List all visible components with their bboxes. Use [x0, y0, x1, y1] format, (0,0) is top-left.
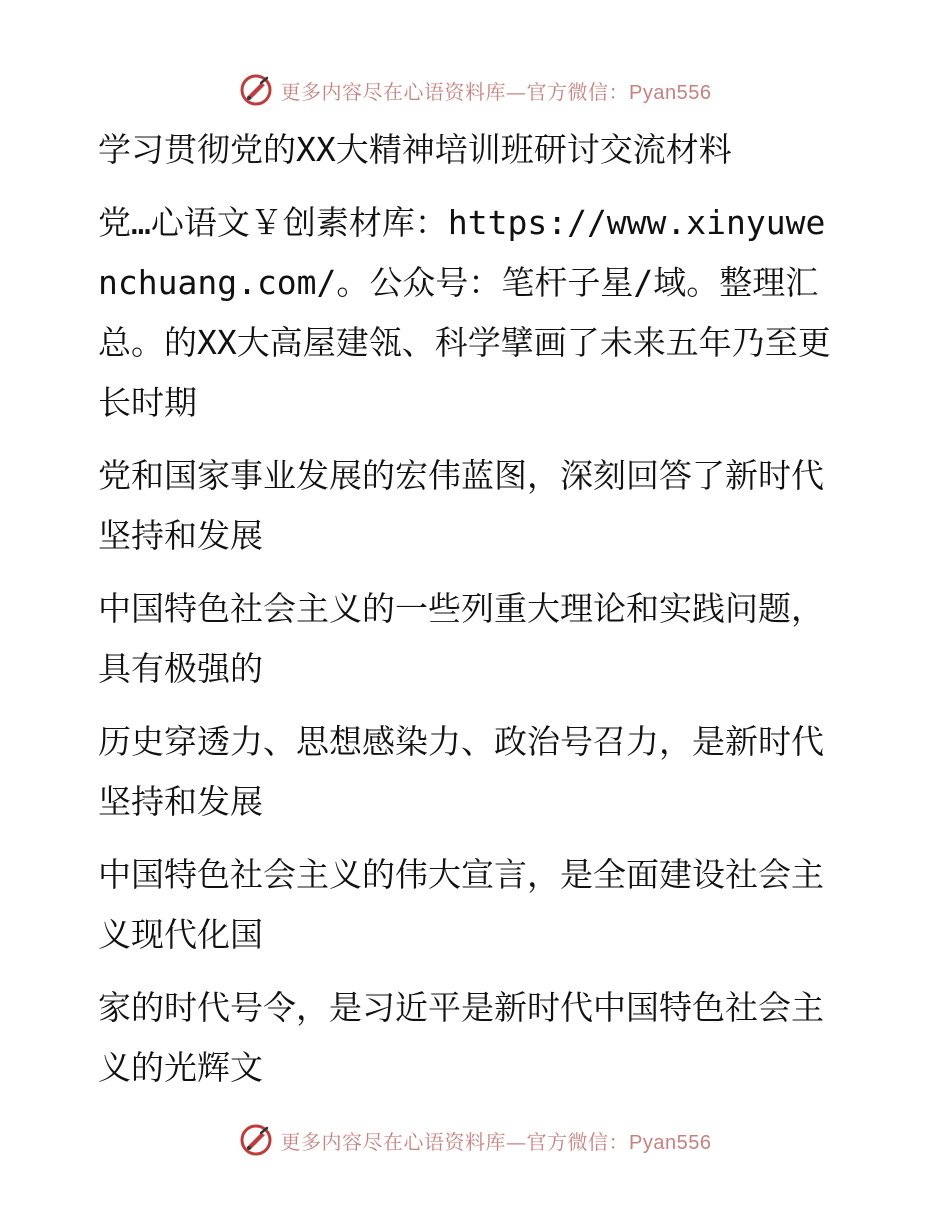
footer-watermark: [0, 1120, 950, 1160]
header-watermark: [0, 70, 950, 110]
pen-circle-logo-icon: [239, 1123, 273, 1157]
document-title: 学习贯彻党的XX大精神培训班研讨交流材料: [98, 130, 732, 169]
paragraph: 中国特色社会主义的伟大宣言，是全面建设社会主义现代化国: [98, 855, 824, 954]
paragraph: 党…心语文￥创素材库：https://www.xinyuwenchuang.com/。公众号：笔杆子星/域。整理汇总。的XX大高屋建瓴、科学擘画了未来五年乃至更长时期: [98, 203, 831, 422]
paragraph: 中国特色社会主义的一些列重大理论和实践问题，具有极强的: [98, 589, 824, 688]
watermark-text: 更多内容尽在心语资料库—官方微信：: [280, 1129, 630, 1154]
pen-circle-logo-icon: [239, 73, 273, 107]
watermark-wechat-id: Pyan556: [629, 81, 712, 104]
paragraph: 家的时代号令，是习近平是新时代中国特色社会主义的光辉文: [98, 988, 824, 1087]
paragraph: 党和国家事业发展的宏伟蓝图，深刻回答了新时代坚持和发展: [98, 456, 824, 555]
document-body: [98, 120, 838, 1098]
watermark-text: 更多内容尽在心语资料库—官方微信：: [280, 79, 630, 104]
paragraph: 历史穿透力、思想感染力、政治号召力，是新时代坚持和发展: [98, 722, 824, 821]
watermark-wechat-id: Pyan556: [629, 1131, 712, 1154]
